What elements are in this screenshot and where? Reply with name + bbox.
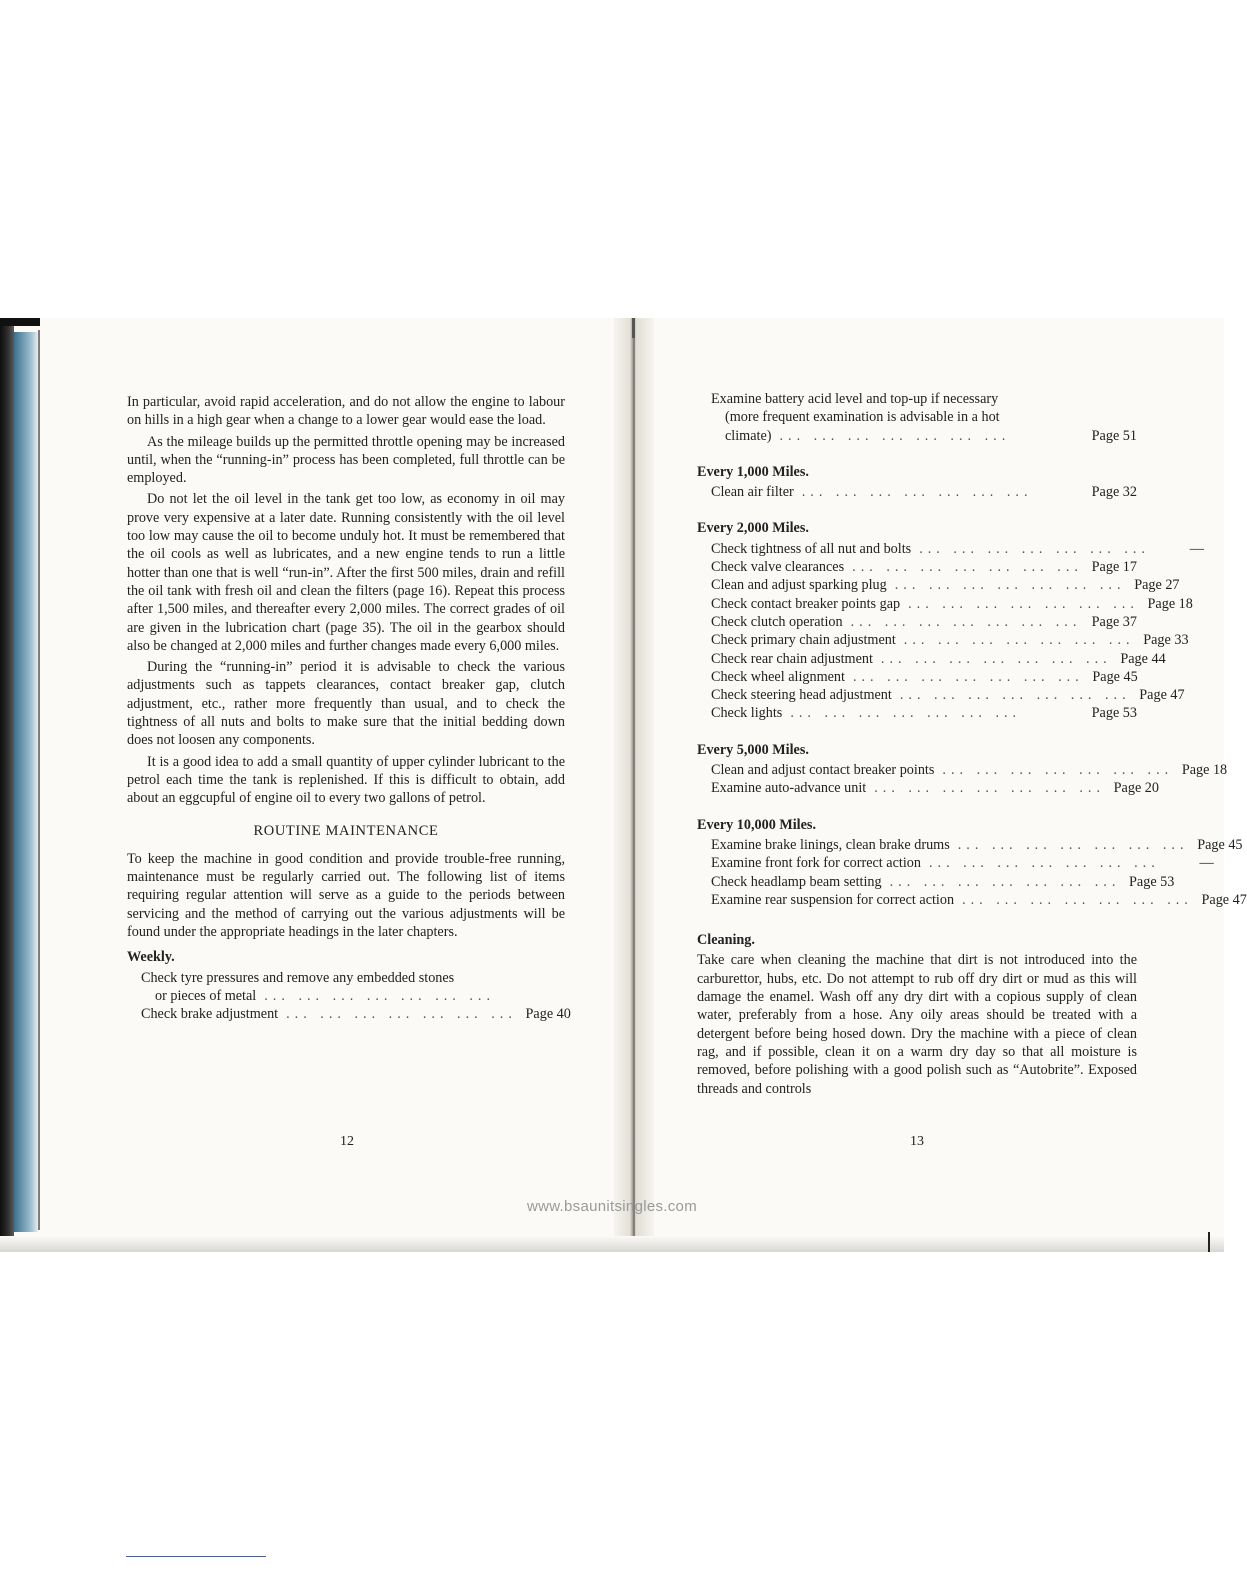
item-label: Check brake adjustment — [141, 1006, 279, 1023]
page-ref: Page 44 — [1120, 650, 1166, 667]
maintenance-row — [697, 779, 1159, 797]
section-heading: ROUTINE MAINTENANCE — [253, 822, 439, 839]
item-label: Check rear chain adjustment — [711, 650, 873, 667]
page-ref: Page 51 — [1091, 427, 1137, 444]
page-ref: Page 27 — [1134, 577, 1180, 594]
book-edge-shadow — [0, 318, 14, 1252]
interval-heading: Every 1,000 Miles. — [697, 463, 809, 480]
paragraph: It is a good idea to add a small quantity of upper cylinder lubricant to the petrol each time the tank is replenished. If this is difficult to obtain, add about an eggcupful of engine oil to every two gallons of petrol. — [127, 753, 565, 807]
battery-line: (more frequent examination is advisable in a hot — [725, 409, 1000, 426]
item-label: Examine rear suspension for correct action — [711, 891, 955, 908]
maintenance-row — [697, 836, 1243, 854]
cleaning-paragraph: Take care when cleaning the machine that dirt is not introduced into the carburettor, hubs, etc. Do not attempt to rub off dry dirt or mud as this will damage the enamel. Wash off any dry dirt with a copious supply of clean water, preferably from a hose. Any oily areas should be treated with a detergent before being hosed down. Dry the machine with a piece of clean rag, and if possible, clean it on a warm dry day so that all moisture is removed, before polishing with a good polish such as “Autobrite”. Exposed threads and controls — [697, 952, 1137, 1097]
interval-heading: Every 5,000 Miles. — [697, 741, 809, 758]
page-ref: Page 53 — [1129, 873, 1175, 890]
maintenance-row — [697, 595, 1193, 613]
maintenance-row — [697, 576, 1180, 594]
page-ref: Page 18 — [1147, 595, 1193, 612]
item-label: Check contact breaker points gap — [711, 595, 901, 612]
maintenance-row — [697, 540, 1204, 558]
item-label: or pieces of metal — [155, 987, 257, 1004]
maintenance-row — [697, 854, 1214, 872]
item-label: Check valve clearances — [711, 559, 845, 576]
maintenance-row — [697, 668, 1137, 686]
weekly-item-line: Check tyre pressures and remove any embedded stones — [141, 969, 455, 986]
left-page — [127, 393, 571, 1024]
weekly-item-row — [127, 1005, 571, 1023]
maintenance-row — [697, 631, 1189, 649]
page-ref: Page 47 — [1139, 687, 1185, 704]
dot-leader: ... ... ... ... ... ... ... — [942, 762, 1174, 779]
item-label: Clean and adjust contact breaker points — [711, 762, 935, 779]
dot-leader: ... ... ... ... ... ... ... — [880, 650, 1112, 667]
maintenance-row — [697, 704, 1137, 722]
item-label: Check primary chain adjustment — [711, 632, 896, 649]
page-ref: — — [1189, 540, 1204, 557]
dot-leader: ... ... ... ... ... ... ... — [962, 891, 1193, 908]
top-edge-mark — [0, 318, 40, 326]
book-gutter — [614, 318, 654, 1252]
item-label: Check clutch operation — [711, 613, 843, 630]
weekly-item-row — [127, 987, 565, 1005]
maintenance-row — [697, 427, 1137, 445]
item-label: Check tightness of all nut and bolts — [711, 540, 912, 557]
spread-bottom-edge — [0, 1236, 1224, 1252]
page-number: 13 — [910, 1134, 924, 1149]
maintenance-group — [697, 741, 1228, 798]
page-number: 12 — [340, 1134, 354, 1149]
item-label: Check lights — [711, 705, 783, 722]
maintenance-row — [697, 686, 1185, 704]
maintenance-row — [697, 613, 1137, 631]
maintenance-row — [697, 650, 1166, 668]
maintenance-row — [697, 891, 1247, 909]
maintenance-group — [697, 519, 1204, 722]
page-ref: Page 53 — [1091, 705, 1137, 722]
right-edge-mark — [1208, 1232, 1210, 1252]
footer-rule — [126, 1556, 266, 1557]
gutter-mark — [632, 318, 635, 338]
dot-leader: ... ... ... ... ... ... ... — [908, 595, 1139, 612]
item-label: climate) — [725, 427, 772, 444]
dot-leader: ... ... ... ... ... ... ... — [779, 427, 1011, 444]
item-label: Examine auto-advance unit — [711, 780, 867, 797]
page-ref: — — [1199, 855, 1214, 872]
paragraph: During the “running-in” period it is advisable to check the various adjustments such as tappets clearances, contact breaker gap, clutch adjustment, etc., rather more frequently than usual, and to check the tightness of all nuts and bolts to make sure that the initial bedding down does not loosen any components. — [127, 659, 565, 749]
dot-leader: ... ... ... ... ... ... ... — [801, 484, 1033, 501]
page-ref: Page 47 — [1201, 891, 1247, 908]
book-cover-edge — [14, 332, 38, 1232]
dot-leader: ... ... ... ... ... ... ... — [850, 613, 1082, 630]
watermark: www.bsaunitsingles.com — [526, 1198, 697, 1215]
page-ref: Page 17 — [1091, 559, 1137, 576]
interval-heading: Every 2,000 Miles. — [697, 520, 809, 537]
dot-leader: ... ... ... ... ... ... ... — [286, 1006, 517, 1023]
item-label: Check steering head adjustment — [711, 687, 892, 704]
dot-leader: ... ... ... ... ... ... ... — [889, 873, 1121, 890]
dot-leader: ... ... ... ... ... ... ... — [264, 987, 496, 1004]
page-ref: Page 20 — [1113, 780, 1159, 797]
weekly-heading: Weekly. — [127, 949, 175, 966]
paragraph: To keep the machine in good condition and provide trouble-free running, maintenance must be regularly carried out. The following list of items requiring regular attention will serve as a guide to the periods between servicing and the method of carrying out the various adjustments will be found under the appropriate headings in the later chapters. — [127, 850, 565, 941]
cleaning-heading: Cleaning. — [697, 932, 755, 949]
item-label: Examine front fork for correct action — [711, 855, 921, 872]
page-ref: Page 45 — [1092, 668, 1138, 685]
maintenance-groups — [697, 463, 1247, 909]
maintenance-row — [697, 873, 1175, 891]
battery-line: Examine battery acid level and top-up if necessary — [711, 391, 999, 407]
maintenance-group — [697, 816, 1247, 909]
item-label: Examine brake linings, clean brake drums — [711, 836, 950, 853]
page-ref: Page 33 — [1143, 632, 1189, 649]
maintenance-row — [697, 558, 1137, 576]
page-ref: Page 18 — [1181, 762, 1228, 779]
paragraph: Do not let the oil level in the tank get too low, as economy in oil may prove very expensive at a later date. Running consistently with the oil level too low may cause the oil to become unduly hot. It must be remembered that the oil cools as well as lubricates, and a new engine tends to run a little hotter than one that is well “run-in”. After the first 500 miles, drain and refill the oil tank with fresh oil and clean the filters (page 16). Repeat this process after 1,500 miles, and thereafter every 2,000 miles. The correct grades of oil are given in the lubrication chart (page 35). The oil in the gearbox should also be changed at 2,000 miles and further changes made every 6,000 miles. — [127, 491, 565, 654]
dot-leader: ... ... ... ... ... ... ... — [899, 687, 1131, 704]
dot-leader: ... ... ... ... ... ... ... — [928, 855, 1160, 872]
item-label: Check wheel alignment — [711, 668, 845, 685]
dot-leader: ... ... ... ... ... ... ... — [874, 780, 1105, 797]
paragraph: In particular, avoid rapid acceleration, and do not allow the engine to labour on hills in a high gear when a change to a lower gear would ease the load. — [127, 394, 565, 429]
dot-leader: ... ... ... ... ... ... ... — [957, 836, 1189, 853]
item-label: Clean air filter — [711, 484, 794, 501]
page-ref: Page 40 — [525, 1006, 571, 1023]
item-label: Clean and adjust sparking plug — [711, 577, 887, 594]
interval-heading: Every 10,000 Miles. — [697, 816, 816, 833]
page-ref: Page 32 — [1091, 484, 1137, 501]
dot-leader: ... ... ... ... ... ... ... — [852, 559, 1083, 576]
paragraph: As the mileage builds up the permitted throttle opening may be increased until, when the “running-in” process has been completed, full throttle can be employed. — [127, 433, 565, 487]
dot-leader: ... ... ... ... ... ... ... — [790, 705, 1022, 722]
maintenance-row — [697, 483, 1137, 501]
dot-leader: ... ... ... ... ... ... ... — [852, 668, 1084, 685]
item-label: Check headlamp beam setting — [711, 873, 882, 890]
page-edge-line — [38, 330, 40, 1230]
maintenance-group — [697, 463, 1137, 502]
page-ref: Page 37 — [1091, 613, 1137, 630]
dot-leader: ... ... ... ... ... ... ... — [903, 632, 1135, 649]
right-page — [697, 390, 1247, 1101]
dot-leader: ... ... ... ... ... ... ... — [919, 540, 1150, 557]
dot-leader: ... ... ... ... ... ... ... — [894, 577, 1126, 594]
maintenance-row — [697, 761, 1228, 779]
page-ref: Page 45 — [1197, 836, 1243, 853]
